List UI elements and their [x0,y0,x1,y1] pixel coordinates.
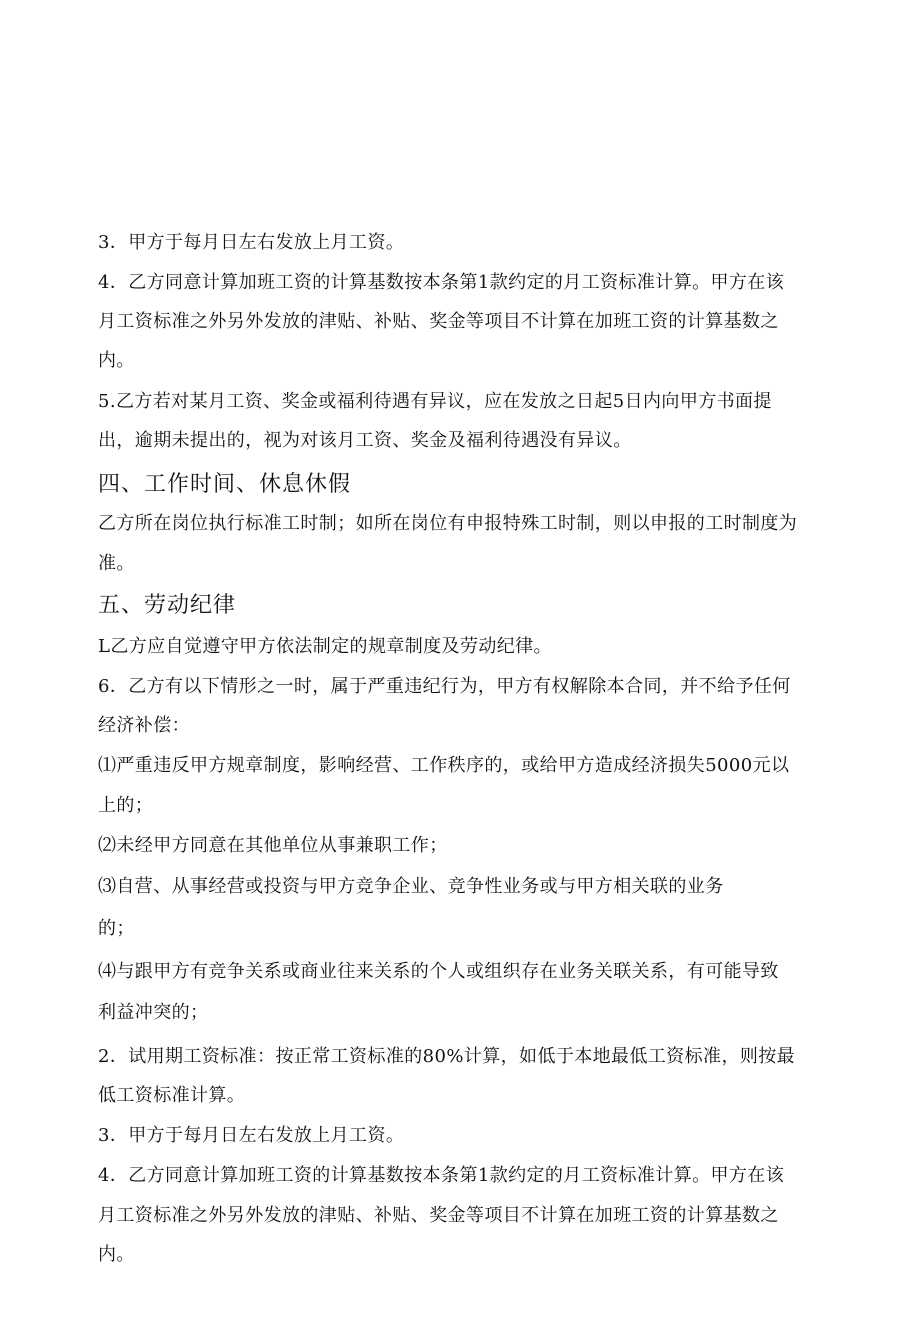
violation-item-2: ⑵未经甲方同意在其他单位从事兼职工作； [98,835,448,856]
clause-3-payday: 3．甲方于每月日左右发放上月工资。 [98,232,405,253]
working-hours-line-2: 准。 [98,553,135,574]
section-heading-working-hours: 四、工作时间、休息休假 [98,472,352,497]
clause-5-objection-line-1: 5.乙方若对某月工资、奖金或福利待遇有异议，应在发放之日起5日内向甲方书面提 [98,391,772,412]
violation-item-1-line-1: ⑴严重违反甲方规章制度，影响经营、工作秩序的，或给甲方造成经济损失5000元以 [98,755,790,776]
clause-2-probation-line-1: 2．试用期工资标准：按正常工资标准的80%计算，如低于本地最低工资标准，则按最 [98,1046,796,1067]
clause-4-overtime-repeat-line-2: 月工资标准之外另外发放的津贴、补贴、奖金等项目不计算在加班工资的计算基数之 [98,1205,779,1226]
clause-5-objection-line-2: 出，逾期未提出的，视为对该月工资、奖金及福利待遇没有异议。 [98,430,632,451]
violation-item-4-line-2: 利益冲突的； [98,1002,209,1023]
discipline-clause-6-line-2: 经济补偿： [98,715,190,736]
clause-4-overtime-line-1: 4．乙方同意计算加班工资的计算基数按本条第1款约定的月工资标准计算。甲方在该 [98,272,785,293]
discipline-clause-6-line-1: 6．乙方有以下情形之一时，属于严重违纪行为，甲方有权解除本合同，并不给予任何 [98,676,791,697]
clause-3-payday-repeat: 3．甲方于每月日左右发放上月工资。 [98,1125,405,1146]
violation-item-1-line-2: 上的； [98,795,154,816]
discipline-clause-1: L乙方应自觉遵守甲方依法制定的规章制度及劳动纪律。 [98,636,552,657]
clause-4-overtime-line-2: 月工资标准之外另外发放的津贴、补贴、奖金等项目不计算在加班工资的计算基数之 [98,311,779,332]
clause-2-probation-line-2: 低工资标准计算。 [98,1085,246,1106]
clause-4-overtime-repeat-line-3: 内。 [98,1244,135,1265]
working-hours-line-1: 乙方所在岗位执行标准工时制；如所在岗位有申报特殊工时制，则以申报的工时制度为 [98,513,798,534]
section-heading-labor-discipline: 五、劳动纪律 [98,593,237,618]
violation-item-3-line-2: 的； [98,918,135,939]
clause-4-overtime-line-3: 内。 [98,350,135,371]
clause-4-overtime-repeat-line-1: 4．乙方同意计算加班工资的计算基数按本条第1款约定的月工资标准计算。甲方在该 [98,1165,785,1186]
violation-item-4-line-1: ⑷与跟甲方有竞争关系或商业往来关系的个人或组织存在业务关联关系，有可能导致 [98,961,779,982]
violation-item-3-line-1: ⑶自营、从事经营或投资与甲方竞争企业、竞争性业务或与甲方相关联的业务 [98,876,724,897]
